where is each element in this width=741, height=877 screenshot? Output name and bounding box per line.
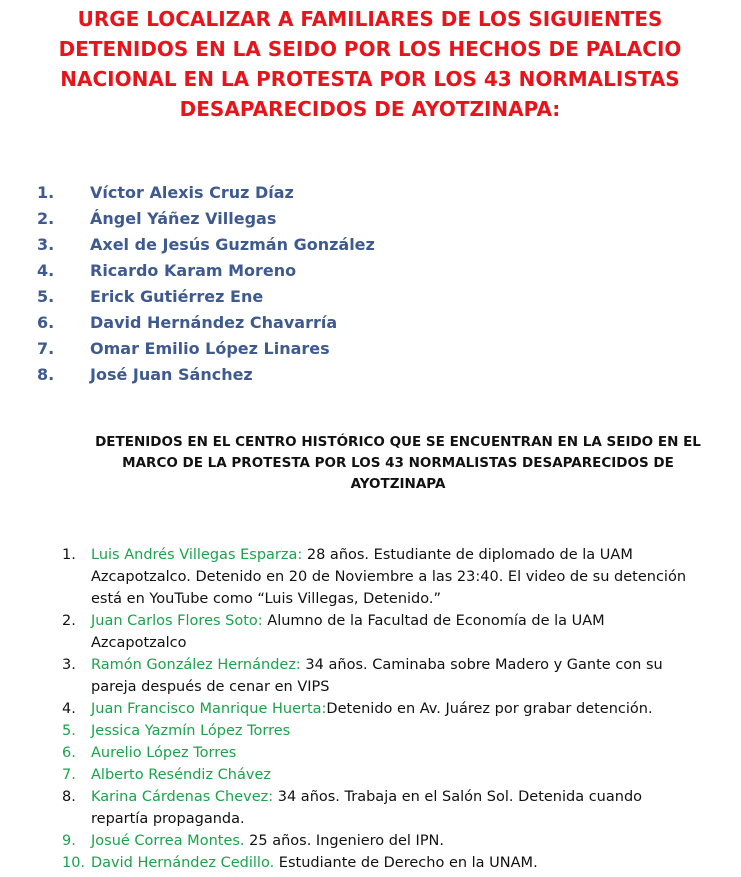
entry-first-line xyxy=(91,654,691,676)
item-number: 4. xyxy=(37,261,55,280)
entry-continuation: está en YouTube como “Luis Villegas, Detenido.” xyxy=(91,591,441,607)
detainee-details: 28 años. Estudiante de diplomado de la UAM xyxy=(302,547,633,563)
entry-first-line xyxy=(91,764,691,786)
headline xyxy=(20,4,720,124)
item-number: 6. xyxy=(62,745,76,761)
entry-first-line xyxy=(91,720,691,742)
item-number: 8. xyxy=(37,365,55,384)
detainee-name: David Hernández Chavarría xyxy=(90,313,338,332)
entry-continuation: repartía propaganda. xyxy=(91,811,245,827)
detainee-name: Erick Gutiérrez Ene xyxy=(90,287,264,306)
detainee-name: Jessica Yazmín López Torres xyxy=(91,723,291,739)
list-item xyxy=(0,720,691,742)
entry-continuation: pareja después de cenar en VIPS xyxy=(91,679,330,695)
detainee-name: Omar Emilio López Linares xyxy=(90,339,330,358)
entry-first-line xyxy=(91,852,691,874)
item-number: 2. xyxy=(37,209,55,228)
detainee-name: Víctor Alexis Cruz Díaz xyxy=(90,183,294,202)
detainee-name: Axel de Jesús Guzmán González xyxy=(90,235,375,254)
section-heading-line: DETENIDOS EN EL CENTRO HISTÓRICO QUE SE ENCUENTRAN EN LA SEIDO EN EL xyxy=(95,434,701,450)
detainee-details: Detenido en Av. Juárez por grabar detención. xyxy=(326,701,653,717)
entry-continuation: Azcapotzalco. Detenido en 20 de Noviembre a las 23:40. El video de su detención xyxy=(91,569,687,585)
item-number: 1. xyxy=(37,183,55,202)
list-item xyxy=(0,698,691,720)
list-item xyxy=(0,852,691,874)
detainee-name: Ángel Yáñez Villegas xyxy=(90,209,277,228)
item-number: 5. xyxy=(62,723,76,739)
detainee-details: 25 años. Ingeniero del IPN. xyxy=(244,833,445,849)
list-item xyxy=(0,654,691,698)
detainee-details: Alumno de la Facultad de Economía de la UAM xyxy=(262,613,605,629)
list-item xyxy=(0,742,691,764)
headline-line: DETENIDOS EN LA SEIDO POR LOS HECHOS DE PALACIO xyxy=(58,37,682,61)
detainee-name: Luis Andrés Villegas Esparza: xyxy=(91,547,303,563)
detainee-name: Karina Cárdenas Chevez: xyxy=(91,789,274,805)
list-item xyxy=(0,610,691,654)
detainee-name: Josué Correa Montes. xyxy=(91,833,245,849)
item-number: 7. xyxy=(62,767,76,783)
detainee-name: Juan Francisco Manrique Huerta: xyxy=(91,701,327,717)
entry-first-line xyxy=(91,830,691,852)
entry-continuation: Azcapotzalco xyxy=(91,635,187,651)
detainee-details: Estudiante de Derecho en la UNAM. xyxy=(274,855,538,871)
item-number: 1. xyxy=(62,547,76,563)
item-number: 10. xyxy=(62,855,86,871)
item-number: 4. xyxy=(62,701,76,717)
entry-first-line xyxy=(91,544,691,566)
item-number: 5. xyxy=(37,287,55,306)
detainee-name: José Juan Sánchez xyxy=(90,365,253,384)
item-number: 6. xyxy=(37,313,55,332)
headline-line: URGE LOCALIZAR A FAMILIARES DE LOS SIGUIENTES xyxy=(77,7,663,31)
detainee-details: 34 años. Trabaja en el Salón Sol. Detenida cuando xyxy=(273,789,643,805)
section-heading-line: MARCO DE LA PROTESTA POR LOS 43 NORMALISTAS DESAPARECIDOS DE xyxy=(122,455,674,471)
centro-detainee-list xyxy=(0,544,691,874)
headline-line: DESAPARECIDOS DE AYOTZINAPA: xyxy=(179,97,561,121)
item-number: 2. xyxy=(62,613,76,629)
item-number: 3. xyxy=(62,657,76,673)
item-number: 9. xyxy=(62,833,76,849)
list-item xyxy=(0,786,691,830)
headline-line: NACIONAL EN LA PROTESTA POR LOS 43 NORMALISTAS xyxy=(60,67,680,91)
list-item xyxy=(0,830,691,852)
list-item xyxy=(0,764,691,786)
entry-first-line xyxy=(91,742,691,764)
item-number: 3. xyxy=(37,235,55,254)
item-number: 8. xyxy=(62,789,76,805)
detainee-name: Ricardo Karam Moreno xyxy=(90,261,297,280)
entry-first-line xyxy=(91,698,691,720)
entry-first-line xyxy=(91,786,691,808)
list-item xyxy=(0,544,691,610)
entry-first-line xyxy=(91,610,691,632)
section-heading-line: AYOTZINAPA xyxy=(350,476,446,492)
item-number: 7. xyxy=(37,339,55,358)
detainee-details: 34 años. Caminaba sobre Madero y Gante con su xyxy=(300,657,663,673)
section-heading xyxy=(70,432,726,495)
detainee-name: Aurelio López Torres xyxy=(91,745,237,761)
detainee-name: Juan Carlos Flores Soto: xyxy=(91,613,263,629)
detainee-name: Ramón González Hernández: xyxy=(91,657,301,673)
detainee-name: David Hernández Cedillo. xyxy=(91,855,275,871)
detainee-name: Alberto Reséndiz Chávez xyxy=(91,767,271,783)
